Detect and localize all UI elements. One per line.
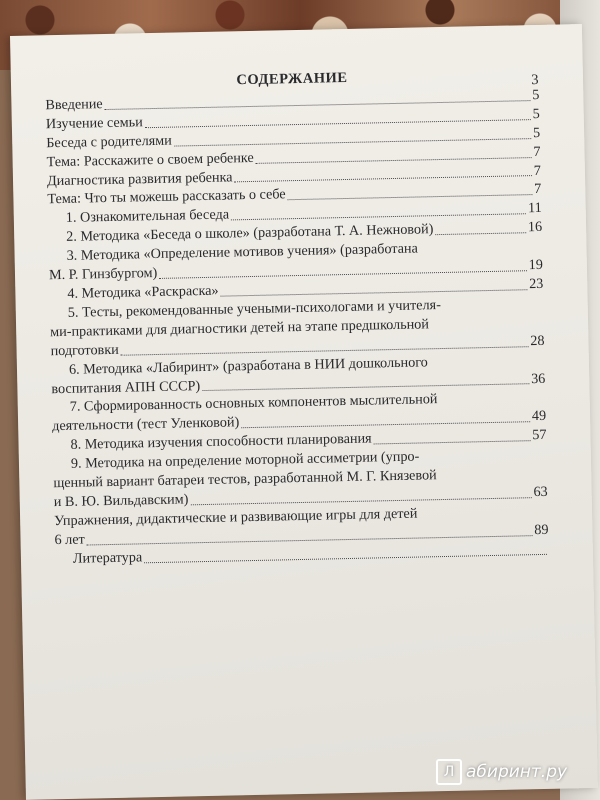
toc-entry: Изучение семьи 5 [45, 105, 540, 133]
toc-entry: Тема: Расскажите о своем ребенке 7 [46, 143, 541, 170]
toc-entry-line: Упражнения, дидактические и развивающие игры для детей [53, 505, 418, 530]
toc-entry: 2. Методика «Беседа о школе» (разработана Т. А. Нежновой) 16 [66, 219, 543, 246]
toc-entry-line: 9. Методика на определение моторной ассиметрии (упро- [70, 448, 420, 472]
toc-entry: 6 лет 89 [54, 521, 549, 548]
toc-entry: 8. Методика изучения способности планирования 57 [70, 427, 547, 454]
toc-entry: 4. Методика «Раскраска» 23 [67, 275, 544, 302]
toc-entry-line: ми-практиками для диагностики детей на этапе предшкольной [50, 316, 430, 341]
watermark [436, 758, 586, 786]
toc-entry-line: 3. Методика «Определение мотивов учения» (разработана [66, 240, 419, 265]
toc-entry-line: 6. Методика «Лабиринт» (разработана в НИИ дошкольного [68, 353, 428, 378]
toc-entry: Тема: Что ты можешь рассказать о себе 7 [47, 181, 542, 208]
toc-entry: деятельности (тест Уленковой) 49 [52, 408, 547, 435]
labirint-logo-icon: Л [436, 759, 462, 785]
toc-entry: Литература [55, 539, 549, 568]
toc-entry: Диагностика развития ребенка 7 [46, 162, 542, 189]
toc-title-page: 3 [531, 71, 540, 89]
toc-entry: 1. Ознакомительная беседа 11 [65, 200, 542, 227]
watermark-text: абиринт.ру [466, 762, 568, 782]
toc-entry-line: щенный вариант батареи тестов, разработанной М. Г. Князевой [53, 467, 437, 492]
book-page [10, 24, 598, 800]
table-of-contents [45, 65, 549, 569]
toc-entry: Введение 5 [45, 86, 540, 114]
toc-title: СОДЕРЖАНИЕ [236, 69, 348, 89]
toc-entry: подготовки 28 [50, 332, 545, 359]
toc-entry: Беседа с родителями 5 [46, 124, 541, 151]
toc-entry-line: 5. Тесты, рекомендованные учеными-психологами и учителя- [67, 296, 442, 321]
toc-entry: М. Р. Гинзбургом) 19 [48, 256, 544, 284]
toc-entry-line: 7. Сформированность основных компонентов мыслительной [69, 391, 438, 416]
toc-entry: воспитания АПН СССР) 36 [51, 370, 546, 397]
toc-entry: и В. Ю. Вильдавским) 63 [53, 483, 548, 511]
